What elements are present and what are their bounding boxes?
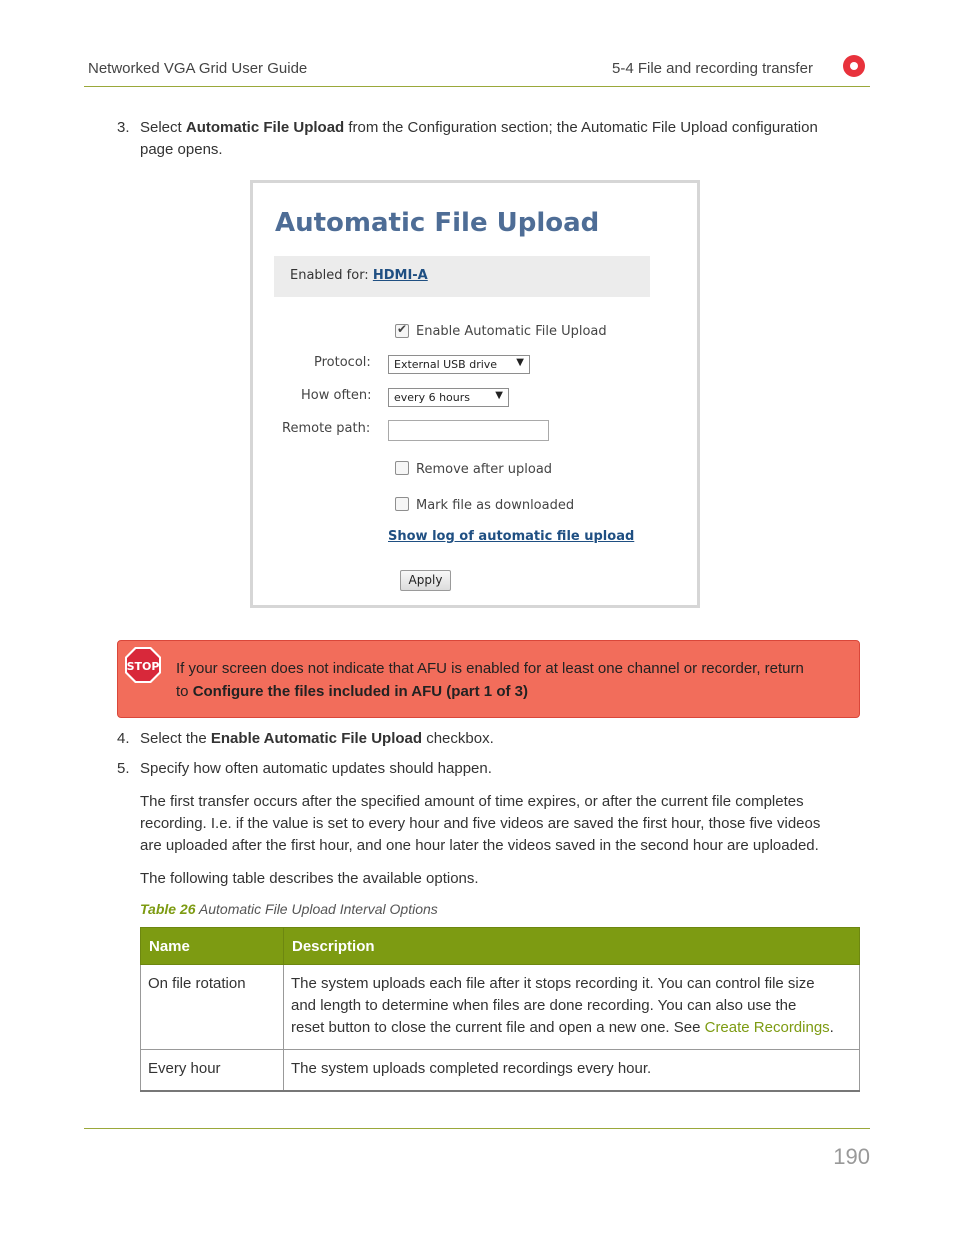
description-line: and length to determine when files are done recording. You can also use the [291,997,797,1014]
protocol-label: Protocol: [314,355,371,370]
stop-sign-text: STOP [126,660,160,673]
protocol-value: External USB drive [394,358,498,371]
step-number: 5. [117,760,130,777]
stop-note [117,640,860,718]
stop-note-line2-pre: to [176,683,193,700]
mark-downloaded-label: Mark file as downloaded [416,498,575,513]
step-text [140,117,818,161]
stop-note-line1: If your screen does not indicate that AFU is enabled for at least one channel or recorder, return [176,660,804,677]
apply-button[interactable]: Apply [400,570,451,591]
step-5 [117,758,877,780]
create-recordings-link[interactable]: Create Recordings [704,1019,830,1036]
enabled-for-panel [274,256,650,297]
brand-logo-icon [843,55,865,77]
column-header-name: Name [141,928,284,965]
table-intro-paragraph: The following table describes the available options. [140,870,479,887]
step-text-line2: page opens. [140,141,223,158]
remove-after-upload-checkbox[interactable] [395,461,409,475]
afu-page-title: Automatic File Upload [275,208,600,238]
dropdown-arrow-icon: ▼ [516,357,524,368]
show-log-link[interactable]: Show log of automatic file upload [388,529,635,544]
dropdown-arrow-icon: ▼ [495,390,503,401]
stop-note-text [176,657,846,703]
paragraph-line: recording. I.e. if the value is set to every hour and five videos are saved the first hour, those five videos [140,815,821,832]
footer-divider [84,1128,870,1129]
description-period: . [829,1019,834,1036]
table-row [141,965,860,1050]
step-text-bold: Enable Automatic File Upload [210,730,423,747]
table-row [141,1050,860,1092]
stop-sign-icon [124,646,162,684]
how-often-label: How often: [301,388,372,403]
mark-downloaded-checkbox[interactable] [395,497,409,511]
description-line: The system uploads each file after it stops recording it. You can control file size [291,975,815,992]
step-text-pre: Select the [140,730,211,747]
step-number: 3. [117,119,130,136]
table-caption-number: Table 26 [140,901,196,917]
how-often-select[interactable] [388,388,509,407]
remote-path-input[interactable] [388,420,549,441]
step-text-post: from the Configuration section; the Automatic File Upload configuration [344,119,818,136]
protocol-select[interactable] [388,355,530,374]
step-text: Specify how often automatic updates should happen. [140,760,492,777]
interval-options-table [140,927,860,1092]
enabled-for-link[interactable]: HDMI-A [372,268,428,283]
enabled-for-text [290,268,428,283]
step-3 [117,117,877,161]
enable-afu-checkbox[interactable] [395,324,409,338]
stop-note-link[interactable]: Configure the files included in AFU (part 1 of 3) [192,683,528,700]
page-number: 190 [833,1144,870,1169]
step-text [140,728,494,750]
description-line: reset button to close the current file and open a new one. See [291,1019,705,1036]
header-divider [84,86,870,87]
enable-afu-label: Enable Automatic File Upload [416,324,607,339]
row-description [284,965,860,1050]
table-caption-text: Automatic File Upload Interval Options [198,901,438,917]
row-name: Every hour [141,1050,284,1092]
paragraph-line: are uploaded after the first hour, and one hour later the videos saved in the second hour are uploaded. [140,837,819,854]
step-text-post: checkbox. [422,730,494,747]
explanation-paragraph [140,791,870,857]
doc-title: Networked VGA Grid User Guide [88,60,308,77]
enabled-for-label: Enabled for: [290,268,369,283]
table-header-row [141,928,860,965]
remote-path-label: Remote path: [282,421,371,436]
table-caption [140,901,438,917]
section-title: 5-4 File and recording transfer [612,60,813,77]
step-4 [117,728,877,750]
how-often-value: every 6 hours [394,391,470,404]
paragraph-line: The first transfer occurs after the specified amount of time expires, or after the current file completes [140,793,804,810]
afu-screenshot [250,180,700,608]
step-text-bold: Automatic File Upload [185,119,345,136]
column-header-description: Description [284,928,860,965]
row-name: On file rotation [141,965,284,1050]
remove-after-upload-label: Remove after upload [416,462,553,477]
step-text-pre: Select [140,119,186,136]
step-number: 4. [117,730,130,747]
row-description: The system uploads completed recordings every hour. [284,1050,860,1092]
